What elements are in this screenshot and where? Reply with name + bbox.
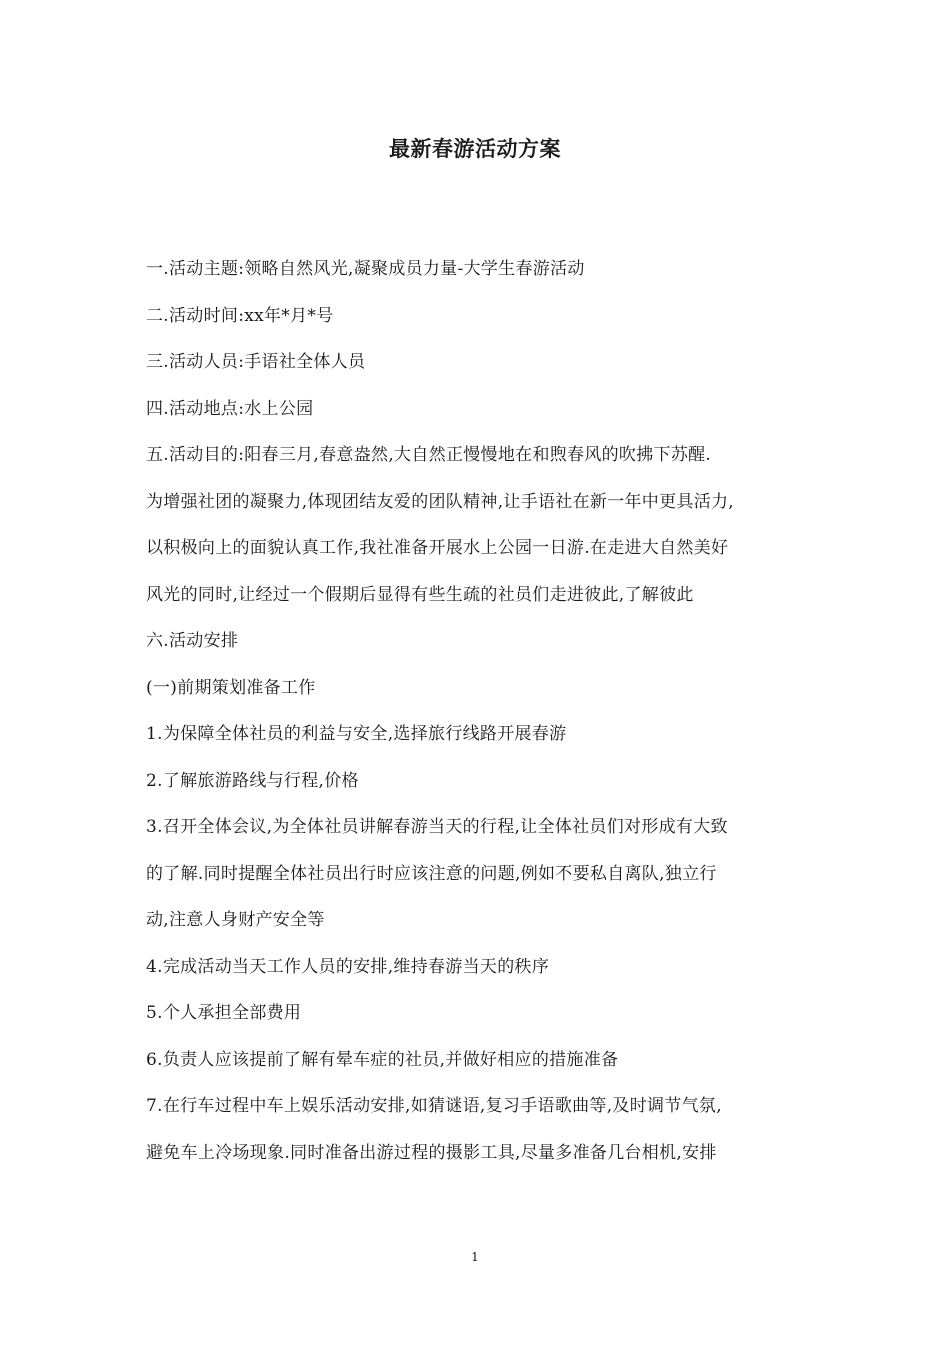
text-line: 2.了解旅游路线与行程,价格 [146,770,359,791]
text-line: 5.个人承担全部费用 [146,1003,302,1023]
text-line: 五.活动目的:阳春三月,春意盎然,大自然正慢慢地在和煦春风的吹拂下苏醒. [146,445,712,465]
text-line: (一)前期策划准备工作 [146,677,316,698]
text-line: 二.活动时间:xx年*月*号 [146,305,334,326]
text-line: 六.活动安排 [146,631,239,651]
text-line: 4.完成活动当天工作人员的安排,维持春游当天的秩序 [146,956,550,977]
text-line: 动,注意人身财产安全等 [146,910,325,930]
page-number: 1 [471,1250,479,1264]
text-line: 为增强社团的凝聚力,体现团结友爱的团队精神,让手语社在新一年中更具活力, [146,491,735,512]
text-line: 7.在行车过程中车上娱乐活动安排,如猜谜语,复习手语歌曲等,及时调节气氛, [146,1096,722,1116]
text-line: 风光的同时,让经过一个假期后显得有些生疏的社员们走进彼此,了解彼此 [146,584,694,605]
text-line: 以积极向上的面貌认真工作,我社准备开展水上公园一日游.在走进大自然美好 [146,538,729,558]
text-line: 3.召开全体会议,为全体社员讲解春游当天的行程,让全体社员们对形成有大致 [146,817,728,837]
document-body [146,253,816,1183]
text-line: 避免车上冷场现象.同时准备出游过程的摄影工具,尽量多准备几台相机,安排 [146,1142,717,1163]
text-line: 的了解.同时提醒全体社员出行时应该注意的问题,例如不要私自离队,独立行 [146,863,717,884]
text-line: 6.负责人应该提前了解有晕车症的社员,并做好相应的措施准备 [146,1049,619,1070]
text-line: 三.活动人员:手语社全体人员 [146,352,366,372]
text-line: 一.活动主题:领略自然风光,凝聚成员力量-大学生春游活动 [146,259,585,279]
text-line: 四.活动地点:水上公园 [146,398,314,419]
text-line: 1.为保障全体社员的利益与安全,选择旅行线路开展春游 [146,724,567,744]
document-title: 最新春游活动方案 [389,136,561,161]
